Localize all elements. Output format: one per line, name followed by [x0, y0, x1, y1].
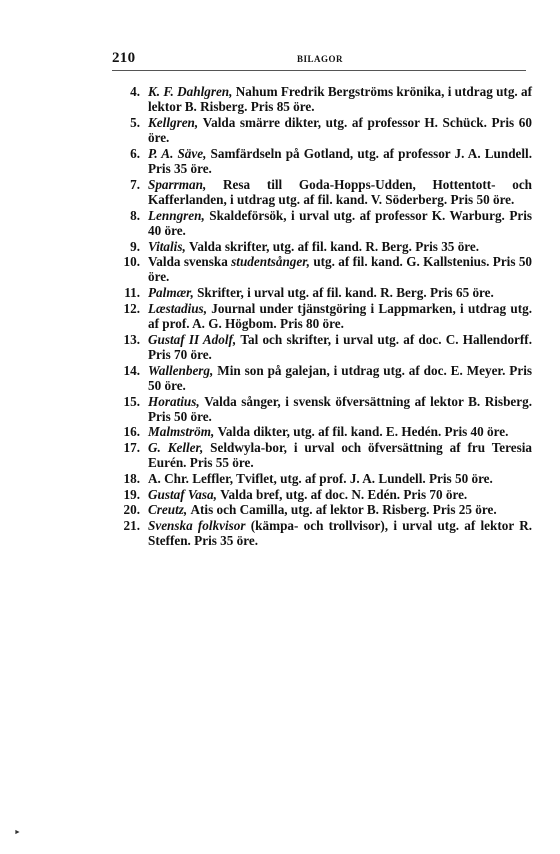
page-number: 210: [112, 50, 136, 66]
entry-description: Skaldeförsök, i urval utg. af professor K. Warburg.: [209, 207, 505, 223]
entry-price: Pris 85 öre.: [250, 99, 315, 115]
entry-price: Pris 35 öre.: [148, 161, 212, 177]
entry-number: 12.: [123, 300, 140, 316]
list-item: [112, 332, 532, 362]
entry-description: (kämpa- och trollvisor), i urval utg. af lektor R. Steffen.: [148, 518, 533, 549]
entry-author: Wallenberg,: [148, 362, 214, 378]
entry-number: 16.: [123, 424, 140, 440]
entry-number: 10.: [123, 254, 140, 270]
list-item: [112, 394, 532, 424]
entry-description: utg. af fil. kand. G. Kallstenius.: [313, 254, 490, 270]
entry-list: [112, 84, 532, 549]
entry-price: Pris 55 öre.: [189, 455, 254, 471]
entry-price: Pris 70 öre.: [148, 346, 212, 362]
list-item: [112, 301, 532, 331]
entry-author: Palmær,: [148, 285, 194, 301]
list-item: [112, 518, 532, 548]
entry-price: Pris 25 öre.: [432, 502, 497, 518]
entry-author: Sparrman,: [148, 176, 207, 192]
entry-number: 6.: [130, 145, 140, 161]
list-item: [112, 84, 532, 114]
list-item: [112, 115, 532, 145]
list-item: [112, 177, 532, 207]
list-item: [112, 285, 532, 300]
list-item: [112, 440, 532, 470]
entry-author: Kellgren,: [148, 114, 199, 130]
page-header: [112, 50, 528, 70]
entry-description: Seldwyla-bor, i urval och öfversättning af fru Teresia Eurén.: [148, 440, 532, 471]
entry-price: Pris 40 öre.: [148, 207, 533, 238]
entry-author: P. A. Säve,: [148, 145, 207, 161]
entry-number: 18.: [123, 471, 140, 487]
entry-price: Pris 40 öre.: [444, 424, 509, 440]
entry-author: Horatius,: [148, 393, 200, 409]
list-item: [112, 208, 532, 238]
list-item: [112, 424, 532, 439]
entry-prefix: A. Chr. Leffler, Tviflet, utg. af prof. J. A. Lundell.: [148, 471, 426, 487]
entry-description: Valda skrifter, utg. af fil. kand. R. Berg.: [189, 238, 412, 254]
entry-price: Pris 65 öre.: [429, 285, 494, 301]
entry-number: 14.: [123, 362, 140, 378]
entry-description: Atis och Camilla, utg. af lektor B. Risberg.: [190, 502, 430, 518]
entry-description: Resa till Goda-Hopps-Udden, Hottentott- och Kafferlanden, i utdrag utg. af fil. kand. V. Söderberg.: [148, 176, 533, 207]
entry-prefix: Valda svenska: [148, 254, 228, 270]
entry-price: Pris 70 öre.: [403, 486, 468, 502]
list-item: [112, 363, 532, 393]
entry-author: Malmström,: [148, 424, 215, 440]
entry-author: Gustaf II Adolf,: [148, 331, 237, 347]
entry-number: 5.: [130, 114, 140, 130]
entry-price: Pris 50 öre.: [148, 408, 212, 424]
entry-author: Gustaf Vasa,: [148, 486, 217, 502]
entry-description: Valda dikter, utg. af fil. kand. E. Hedén.: [217, 424, 442, 440]
list-item: [112, 239, 532, 254]
entry-price: Pris 50 öre.: [450, 191, 515, 207]
entry-price: Pris 35 öre.: [415, 238, 480, 254]
list-item: [112, 146, 532, 176]
entry-author: studentsånger,: [231, 254, 310, 270]
entry-number: 8.: [130, 207, 140, 223]
entry-number: 13.: [123, 331, 140, 347]
header-rule: [112, 70, 526, 71]
entry-description: Samfärdseln på Gotland, utg. af professor J. A. Lundell.: [210, 145, 533, 161]
entry-description: Min son på galejan, i utdrag utg. af doc. E. Meyer.: [217, 362, 506, 378]
list-item: [112, 471, 532, 486]
entry-price: Pris 50 öre.: [148, 362, 533, 393]
entry-author: Creutz,: [148, 502, 188, 518]
entry-number: 4.: [130, 84, 140, 99]
entry-author: Lenngren,: [148, 207, 205, 223]
entry-author: Læstadius,: [148, 300, 207, 316]
entry-description: Valda sånger, i svensk öfversättning af lektor B. Risberg.: [204, 393, 532, 409]
entry-price: Pris 80 öre.: [280, 316, 344, 332]
entry-author: Svenska folkvisor: [148, 518, 246, 534]
entry-description: Valda bref, utg. af doc. N. Edén.: [220, 486, 401, 502]
entry-price: Pris 60 öre.: [148, 114, 532, 146]
entry-number: 17.: [123, 440, 140, 456]
entry-description: Tal och skrifter, i urval utg. af doc. C. Hallendorff.: [240, 331, 532, 347]
entry-number: 19.: [123, 486, 140, 502]
list-item: [112, 502, 532, 517]
entry-number: 15.: [123, 393, 140, 409]
entry-description: Journal under tjänstgöring i Lappmarken, i utdrag utg. af prof. A. G. Högbom.: [148, 300, 532, 332]
entry-price: Pris 50 öre.: [148, 254, 533, 285]
list-item: [112, 254, 532, 284]
entry-price: Pris 35 öre.: [194, 533, 259, 549]
entry-description: Nahum Fredrik Bergströms krönika, i utdrag utg. af lektor B. Risberg.: [148, 84, 533, 115]
entry-price: Pris 50 öre.: [428, 471, 493, 487]
entry-author: G. Keller,: [148, 440, 204, 456]
entry-number: 11.: [124, 285, 140, 301]
entry-number: 21.: [123, 518, 140, 534]
entry-description: Valda smärre dikter, utg. af professor H. Schück.: [202, 114, 487, 130]
entry-number: 7.: [130, 176, 140, 192]
list-item: [112, 487, 532, 502]
entry-author: K. F. Dahlgren,: [148, 84, 233, 99]
running-title: BILAGOR: [296, 54, 343, 64]
bottom-mark: ►: [14, 828, 21, 836]
entry-number: 9.: [130, 238, 140, 254]
entry-description: Skrifter, i urval utg. af fil. kand. R. Berg.: [197, 285, 427, 301]
entry-number: 20.: [123, 502, 140, 518]
entry-author: Vitalis,: [148, 238, 186, 254]
